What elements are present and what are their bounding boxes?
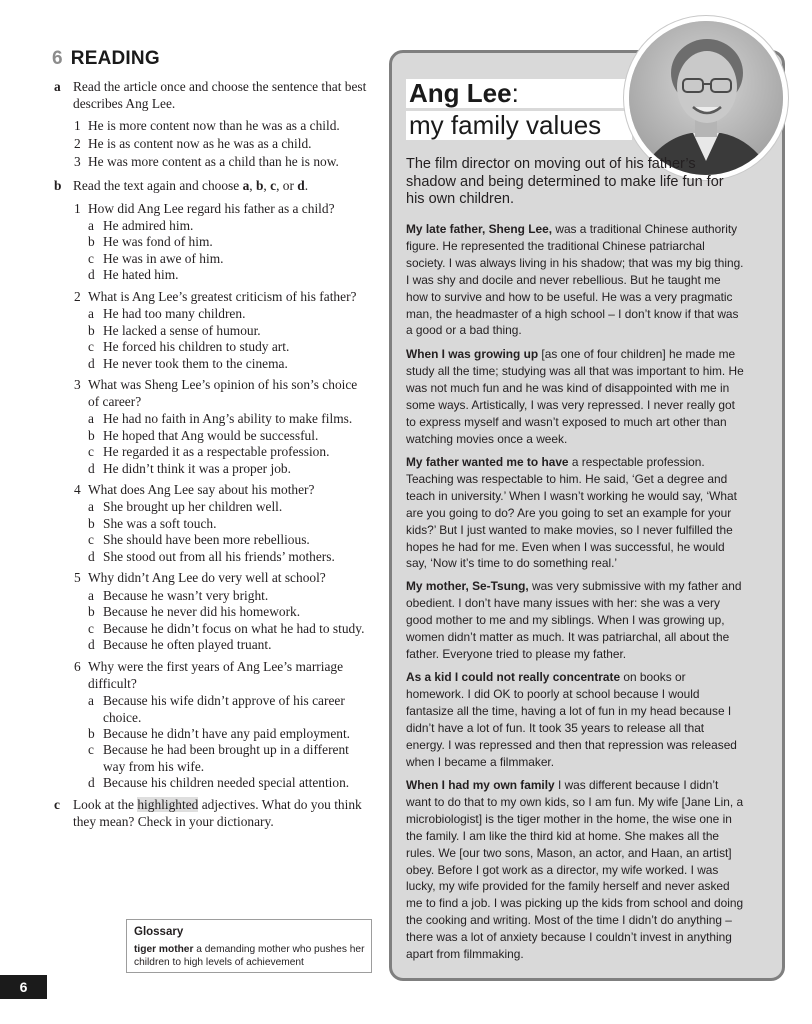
question-2-option-b: b He lacked a sense of humour.	[88, 323, 261, 338]
question-4-option-b: b She was a soft touch.	[88, 516, 217, 531]
question-5-option-a: a Because he wasn’t very bright.	[88, 588, 269, 603]
question-5-option-c: c Because he didn’t focus on what he had to study.	[88, 621, 365, 636]
article-paragraph: My mother, Se-Tsung, was very submissive with my father and obedient. I don’t have many issues with her: she was a very good mother to me and my siblings. When I was growing up, women didn’t matter as much. It was patriarchal, all about the father. Everyone tried to please my father.	[406, 579, 742, 661]
article-paragraph: When I was growing up [as one of four children] he made me study all the time; studying was all that was important to him. He was not much fun and he was kind of disappointed with me in some ways. Artistically, I was very repressed. I never really got to express myself and wasn’t exposed to much art other than watching movies once a week.	[406, 347, 744, 446]
article-title: Ang Lee:	[409, 78, 519, 108]
question-3: 3 What was Sheng Lee’s opinion of his son’s choice of career?	[74, 377, 358, 409]
question-2-option-d: d He never took them to the cinema.	[88, 356, 288, 371]
question-4-option-c: c She should have been more rebellious.	[88, 532, 310, 547]
article-title-name: Ang Lee	[409, 78, 512, 108]
glossary-definition: a demanding mother who pushes her children to high levels of achievement	[134, 944, 365, 968]
article-paragraph: My father wanted me to have a respectable profession. Teaching was respectable to him. He said, ‘Get a degree and teach in university.’ When I wasn’t working he would say, ‘What are you going to do? Are you going to set an example for your kids?’ But I just wanted to make movies, so I never fulfilled the hopes he had for me. Even when I was successful, he would say, ‘Now it’s time to do something real.’	[406, 455, 737, 571]
article-standfirst: The film director on moving out of his father’s shadow and being determined to make life fun for his own children.	[406, 156, 724, 207]
article-paragraph: My late father, Sheng Lee, was a traditional Chinese authority figure. He represented the traditional Chinese patriarchal society. I was always living in his shadow; that was my big thing. I was shy and docile and never rebellious. But he taught me how to survive and how to be useful. He was a very pragmatic man, the headmaster of a high school – I don’t know if that was a good or a bad thing.	[406, 222, 744, 338]
section-heading	[52, 48, 160, 70]
question-3-option-c: c He regarded it as a respectable profession.	[88, 444, 330, 459]
task-a-letter: a	[54, 79, 61, 94]
task-b	[54, 178, 374, 195]
section-number: 6	[52, 48, 63, 69]
article-paragraph: When I had my own family I was different because I didn’t want to do that to my own kids, so I am fun. My wife [Jane Lin, a microbiologist] is the tiger mother in the home, the wise one in the family. I am like the third kid at home. She makes all the rules. We [our two sons, Mason, an actor, and Haan, an artist] obey. Before I got work as a director, my wife worked. I was lucky, my wife provided for the family herself and never asked me to find a job. I was picking up the kids from school and doing the cooking and writing. Most of the time I didn’t do anything – there was a lot of anxiety because I couldn’t invest in anything apart from filmmaking.	[406, 778, 744, 962]
question-5-option-d: d Because he often played truant.	[88, 637, 272, 652]
glossary-box	[126, 919, 372, 973]
question-1-option-a: a He admired him.	[88, 218, 194, 233]
question-2: 2 What is Ang Lee’s greatest criticism of his father?	[74, 289, 357, 304]
question-1-option-d: d He hated him.	[88, 267, 179, 282]
task-b-instruction: Read the text again and choose a, b, c, or d.	[73, 178, 309, 193]
question-6-option-b: b Because he didn’t have any paid employment.	[88, 726, 351, 741]
question-6-option-c: c Because he had been brought up in a different way from his wife.	[88, 742, 349, 774]
glossary-term: tiger mother	[134, 944, 194, 955]
task-a-instruction: Read the article once and choose the sentence that best describes Ang Lee.	[73, 79, 367, 111]
question-6-option-d: d Because his children needed special attention.	[88, 775, 350, 790]
question-2-option-a: a He had too many children.	[88, 306, 246, 321]
task-c-letter: c	[54, 797, 60, 812]
question-3-option-a: a He had no faith in Ang’s ability to make films.	[88, 411, 353, 426]
question-4: 4 What does Ang Lee say about his mother?	[74, 482, 315, 497]
task-a-option: 1 He is more content now than he was as a child.	[74, 118, 340, 133]
portrait-illustration	[629, 21, 783, 175]
highlighted-word: highlighted	[137, 797, 199, 812]
question-6-option-a: a Because his wife didn’t approve of his career choice.	[88, 693, 345, 725]
task-a	[54, 79, 374, 112]
section-title: READING	[70, 48, 160, 69]
task-a-option: 3 He was more content as a child than he is now.	[74, 154, 339, 169]
task-a-option: 2 He is as content now as he was as a child.	[74, 136, 312, 151]
page-number: 6	[0, 975, 47, 999]
question-3-option-b: b He hoped that Ang would be successful.	[88, 428, 319, 443]
task-c-instruction: Look at the highlighted adjectives. What do you think they mean? Check in your dictionary.	[73, 797, 362, 829]
question-1-option-c: c He was in awe of him.	[88, 251, 224, 266]
question-2-option-c: c He forced his children to study art.	[88, 339, 290, 354]
question-4-option-d: d She stood out from all his friends’ mothers.	[88, 549, 335, 564]
question-5: 5 Why didn’t Ang Lee do very well at school?	[74, 570, 326, 585]
glossary-entry	[134, 944, 366, 969]
question-3-option-d: d He didn’t think it was a proper job.	[88, 461, 291, 476]
article-paragraph: As a kid I could not really concentrate on books or homework. I did OK to poorly at school because I would fantasize all the time, having a lot of fun in my head because I didn’t have a lot of fun. It took 35 years to release all that energy. I was repressed and then that repression was released when I became a filmmaker.	[406, 670, 737, 769]
question-5-option-b: b Because he never did his homework.	[88, 604, 301, 619]
glossary-title: Glossary	[134, 926, 184, 938]
question-1-option-b: b He was fond of him.	[88, 234, 213, 249]
task-b-letter: b	[54, 178, 62, 193]
question-6: 6 Why were the first years of Ang Lee’s marriage difficult?	[74, 659, 344, 691]
article-subtitle: my family values	[409, 110, 602, 140]
question-1: 1 How did Ang Lee regard his father as a child?	[74, 201, 335, 216]
question-4-option-a: a She brought up her children well.	[88, 499, 283, 514]
task-c	[54, 797, 374, 830]
